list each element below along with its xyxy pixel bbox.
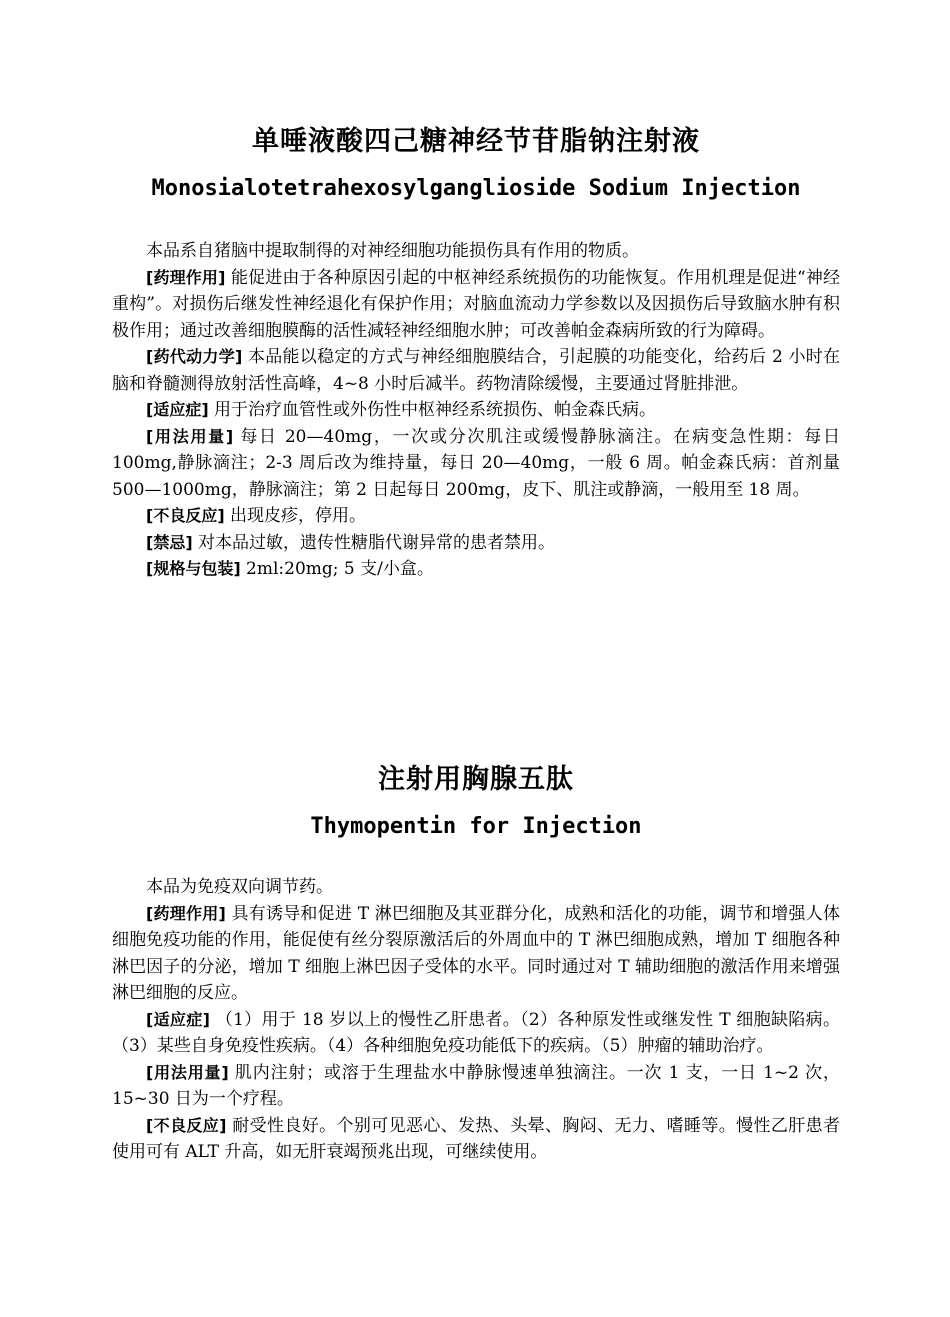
section-title-english: Thymopentin for Injection <box>310 814 642 839</box>
intro-paragraph: 本品系自猪脑中提取制得的对神经细胞功能损伤具有作用的物质。 <box>146 241 639 261</box>
contraindications-paragraph <box>112 530 840 557</box>
dosage-paragraph <box>112 424 840 504</box>
paragraph-label: [规格与包装] <box>146 559 241 578</box>
section-body <box>112 874 840 1166</box>
pharmacology-paragraph <box>112 265 840 345</box>
section-title-chinese: 单唾液酸四己糖神经节苷脂钠注射液 <box>252 126 700 157</box>
paragraph-label: [禁忌] <box>146 532 193 552</box>
intro-paragraph: 本品为免疫双向调节药。 <box>146 877 333 897</box>
paragraph-text: 每日 20—40mg，一次或分次肌注或缓慢静脉滴注。在病变急性期：每日 100mg,静脉滴注；2-3 周后改为维持量，每日 20—40mg，一般 6 周。帕金森氏病：首剂量 500—1000mg，静脉滴注；第 2 日起每日 200mg，皮下、肌注或静滴，一般用至 18 周。 <box>112 426 840 500</box>
paragraph-text: 具有诱导和促进 T 淋巴细胞及其亚群分化，成熟和活化的功能，调节和增强人体细胞免疫功能的作用，能促使有丝分裂原激活后的外周血中的 T 淋巴细胞成熟，增加 T 细胞各种淋巴因子的分泌，增加 T 细胞上淋巴因子受体的水平。同时通过对 T 辅助细胞的激活作用来增强淋巴细胞的反应。 <box>112 903 840 1003</box>
paragraph-text: 对本品过敏，遗传性糖脂代谢异常的患者禁用。 <box>192 532 556 553</box>
paragraph-label: [用法用量] <box>146 1062 229 1082</box>
paragraph-text: 本品能以稳定的方式与神经细胞膜结合，引起膜的功能变化，给药后 2 小时在脑和脊髓测得放射活性高峰，4~8 小时后减半。药物清除缓慢，主要通过肾脏排泄。 <box>112 347 840 394</box>
paragraph-text: （1）用于 18 岁以上的慢性乙肝患者。（2）各种原发性或继发性 T 细胞缺陷病。（3）某些自身免疫性疾病。（4）各种细胞免疫功能低下的疾病。（5）肿瘤的辅助治疗。 <box>112 1009 840 1056</box>
paragraph-label: [药代动力学] <box>146 347 243 366</box>
drug-section-monosialotetrahexosylganglioside <box>112 122 840 583</box>
section-body <box>112 238 840 583</box>
adverse-reactions-paragraph <box>112 1113 840 1166</box>
packaging-paragraph <box>112 556 840 583</box>
paragraph-text: 耐受性良好。个别可见恶心、发热、头晕、胸闷、无力、嗜睡等。慢性乙肝患者使用可有 ALT 升高，如无肝衰竭预兆出现，可继续使用。 <box>112 1115 840 1162</box>
indications-paragraph <box>112 1007 840 1060</box>
section-title-english: Monosialotetrahexosylganglioside Sodium Injection <box>151 176 801 201</box>
paragraph-label: [药理作用] <box>146 267 226 287</box>
pharmacology-paragraph <box>112 901 840 1007</box>
paragraph-label: [不良反应] <box>146 1115 227 1135</box>
paragraph-label: [适应症] <box>146 1009 210 1029</box>
paragraph-text: 用于治疗血管性或外伤性中枢神经系统损伤、帕金森氏病。 <box>208 400 657 420</box>
paragraph-text: 能促进由于各种原因引起的中枢神经系统损伤的功能恢复。作用机理是促进“神经重构”。对损伤后继发性神经退化有保护作用；对脑血流动力学参数以及因损伤后导致脑水肿有积极作用；通过改善细胞膜酶的活性减轻神经细胞水肿；可改善帕金森病所致的行为障碍。 <box>112 267 840 341</box>
paragraph-text: 出现皮疹，停用。 <box>224 506 367 526</box>
paragraph-label: [适应症] <box>146 400 209 419</box>
pharmacokinetics-paragraph <box>112 344 840 397</box>
paragraph-label: [不良反应] <box>146 506 225 525</box>
adverse-reactions-paragraph <box>112 503 840 530</box>
dosage-paragraph <box>112 1060 840 1113</box>
section-title-chinese: 注射用胸腺五肽 <box>378 764 574 795</box>
drug-section-thymopentin <box>112 760 840 1166</box>
paragraph-label: [药理作用] <box>146 903 226 923</box>
paragraph-text: 2ml:20mg; 5 支/小盒。 <box>240 559 434 579</box>
paragraph-text: 肌内注射；或溶于生理盐水中静脉慢速单独滴注。一次 1 支，一日 1~2 次，15~30 日为一个疗程。 <box>112 1062 840 1109</box>
indications-paragraph <box>112 397 840 424</box>
paragraph-label: [用法用量] <box>146 426 234 446</box>
